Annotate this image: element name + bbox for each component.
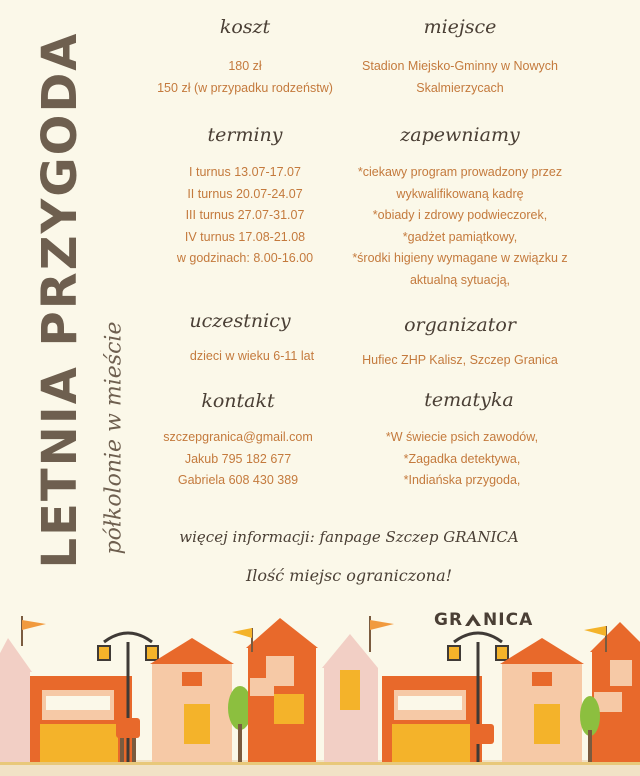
tematyka-list: [386, 427, 538, 492]
koszt-heading: koszt: [219, 16, 271, 38]
tematyka-heading: tematyka: [424, 389, 514, 411]
orange-shop-right: [382, 676, 482, 762]
uczestnicy-list: [190, 346, 314, 368]
tematyka-line: *W świecie psich zawodów,: [385, 430, 539, 444]
tematyka-line: *Zagadka detektywa,: [403, 451, 521, 466]
contact-phone[interactable]: Jakub 795 182 677: [184, 451, 292, 466]
uczestnicy-line: dzieci w wieku 6-11 lat: [189, 349, 315, 363]
poster-subtitle: półkolonie w mieście: [101, 321, 127, 555]
zapewniamy-list: [352, 162, 567, 291]
zapewniamy-line: *obiady i zdrowy podwieczorek,: [372, 208, 548, 222]
miejsce-line: Stadion Miejsko-Gminny w Nowych: [362, 59, 558, 73]
house-peach-right: [500, 638, 584, 762]
miejsce-list: [362, 56, 558, 99]
terminy-list: [177, 162, 313, 270]
poster-title: LETNIA PRZYGODA: [32, 31, 88, 569]
zapewniamy-line: *gadżet pamiątkowy,: [402, 229, 518, 244]
koszt-line: 150 zł (w przypadku rodzeństw): [157, 80, 333, 95]
terminy-line: I turnus 13.07-17.07: [189, 165, 301, 179]
house-peach: [150, 638, 234, 762]
logo-text-left: GR: [434, 610, 464, 630]
kontakt-list: [163, 427, 313, 492]
terminy-line: IV turnus 17.08-21.08: [184, 229, 306, 244]
miejsce-heading: miejsce: [423, 16, 497, 38]
organizator-line: Hufiec ZHP Kalisz, Szczep Granica: [362, 353, 558, 367]
terminy-heading: terminy: [207, 124, 283, 146]
contact-email[interactable]: szczepgranica@gmail.com: [163, 430, 313, 444]
tematyka-line: *Indiańska przygoda,: [403, 473, 521, 487]
zapewniamy-heading: zapewniamy: [400, 124, 520, 146]
contact-phone[interactable]: Gabriela 608 430 389: [177, 473, 299, 487]
terminy-line: III turnus 27.07-31.07: [185, 208, 305, 222]
uczestnicy-heading: uczestnicy: [189, 310, 291, 332]
terminy-line: w godzinach: 8.00-16.00: [176, 251, 314, 265]
miejsce-line: Skalmierzycach: [416, 80, 504, 95]
koszt-line: 180 zł: [228, 59, 262, 73]
kontakt-heading: kontakt: [201, 390, 275, 412]
more-info-text: więcej informacji: fanpage Szczep GRANICA: [179, 528, 519, 546]
town-illustration: [0, 612, 640, 776]
orange-shop: [30, 676, 132, 762]
limited-places-text: Ilość miejsc ograniczona!: [245, 566, 453, 585]
koszt-list: [157, 56, 333, 99]
logo-text-right: NICA: [483, 610, 534, 630]
zapewniamy-line: *ciekawy program prowadzony przez: [357, 165, 563, 179]
organizator-list: [362, 350, 558, 372]
terminy-line: II turnus 20.07-24.07: [187, 186, 303, 201]
organizator-heading: organizator: [404, 314, 516, 336]
zapewniamy-line: wykwalifikowaną kadrę: [396, 186, 524, 201]
house-orange-right: [584, 622, 640, 762]
zapewniamy-line: *środki higieny wymagane w związku z: [352, 251, 568, 265]
zapewniamy-line: aktualną sytuacją,: [409, 272, 511, 287]
